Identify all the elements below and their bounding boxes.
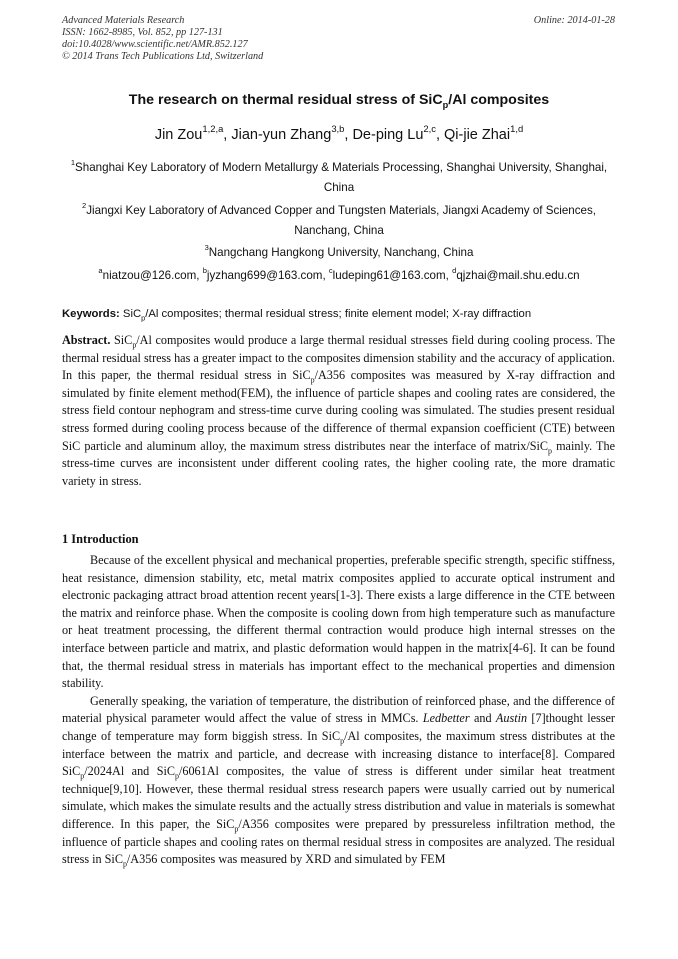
paragraph: Because of the excellent physical and mechanical properties, preferable specific strength, specific stiffness, heat resistance, dimension stability, etc, metal matrix composites applied to accurate optical instrument and electronic packaging attract broad attention recent years[1-3]. There exists a large difference in the CTE between the matrix and reinforce phase. When the composite is cooling down from high temperature such as manufacture or heat treatment processing, the different thermal contraction would produce high internal stresses on the interface between particle and matrix, and plastic deformation would happen in the matrix[4-6]. It can be found that, the thermal residual stress in materials has important effect to the mechanical properties and dimension stability. [62, 553, 615, 691]
author: Jian-yun Zhang$^{3,b}$, [231, 122, 353, 143]
author: Qi-jie Zhai$^{1,d}$ [444, 122, 524, 143]
affiliation-2: $^2$Jiangxi Key Laboratory of Advanced Copper and Tungsten Materials, Jiangxi Academy of Sciences, Nanchang, China [82, 201, 596, 237]
author: Jin Zou$^{1,2,a}$, [154, 122, 232, 143]
abstract: Abstract. SiC$_p$/Al composites would produce a large thermal residual stresses field during cooling process. The thermal residual stress has a greater impact to the composites dimension stability and the accuracy of application. In this paper, the thermal residual stress in SiC$_p$/A356 composites was measured by X-ray diffraction and simulated by finite element method(FEM), the influence of particle shapes and cooling rates are considered, the stress field contour nephogram and stress-time curve during cooling was simulated. The studies present residual stress formed during cooling process because of the difference of thermal expansion coefficient (CTE) between SiC particle and aluminum alloy, the maximum stress distributes near the interface of matrix/SiC$_p$ mainly. The stress-time curves are inconsistent under different cooling rates, the higher cooling rate, the more dramatic variety in stress. [62, 333, 615, 488]
section-heading-introduction: 1 Introduction [62, 532, 139, 546]
journal-name: Advanced Materials Research [62, 15, 185, 26]
introduction-body [62, 552, 615, 869]
paper-title: The research on thermal residual stress of SiC$_p$/Al composites [128, 92, 550, 110]
email[interactable]: $^c$ludeping61@163.com [328, 266, 446, 282]
author-list [0, 122, 678, 144]
email[interactable]: $^d$qjzhai@mail.shu.edu.cn [452, 266, 580, 282]
email[interactable]: $^a$niatzou@126.com [98, 266, 197, 282]
issn-line: ISSN: 1662-8985, Vol. 852, pp 127-131 [62, 27, 223, 38]
online-date: Online: 2014-01-28 [533, 15, 615, 26]
email-list: $^a$niatzou@126.com, $^b$jyzhang699@163.com, $^c$ludeping61@163.com, $^d$qjzhai@mail.shu.edu.cn [98, 266, 580, 282]
affiliation-1: $^1$Shanghai Key Laboratory of Modern Metallurgy & Materials Processing, Shanghai University, Shanghai, China [70, 158, 608, 194]
copyright-line: © 2014 Trans Tech Publications Ltd, Switzerland [62, 51, 264, 62]
email[interactable]: $^b$jyzhang699@163.com [202, 266, 323, 282]
keywords-label: Keywords: [62, 308, 120, 320]
keywords: Keywords: SiC$_p$/Al composites; thermal residual stress; finite element model; X-ray diffraction [62, 308, 532, 323]
journal-header [62, 15, 263, 63]
paragraph: Generally speaking, the variation of temperature, the distribution of reinforced phase, and the difference of material physical parameter would affect the value of stress in MMCs. Ledbetter and Austin [7]thought lesser change of temperature may form biggish stress. In SiC$_p$/Al composites, the maximum stress distributes at the interface between the matrix and particle, and decrease with increasing distance to interface[8]. Compared SiC$_p$/2024Al and SiC$_p$/6061Al composites, the value of stress is different under similar heat treatment technique[9,10]. However, these thermal residual stress research papers were usually carried out by numerical simulate, which makes the simulate results and the actually stress distribution and value in materials is somewhat difference. In this paper, the SiC$_p$/A356 composites were prepared by pressureless infiltration method, the influence of particle shapes and cooling rates on thermal residual stress in composites are analyzed. The residual stress in SiC$_p$/A356 composites was measured by XRD and simulated by FEM [62, 693, 615, 869]
doi-line: doi:10.4028/www.scientific.net/AMR.852.127 [62, 39, 248, 50]
author: De-ping Lu$^{2,c}$, [352, 122, 445, 143]
abstract-label: Abstract. [62, 333, 111, 347]
affiliation-3: $^3$Nangchang Hangkong University, Nanchang, China [204, 243, 474, 259]
